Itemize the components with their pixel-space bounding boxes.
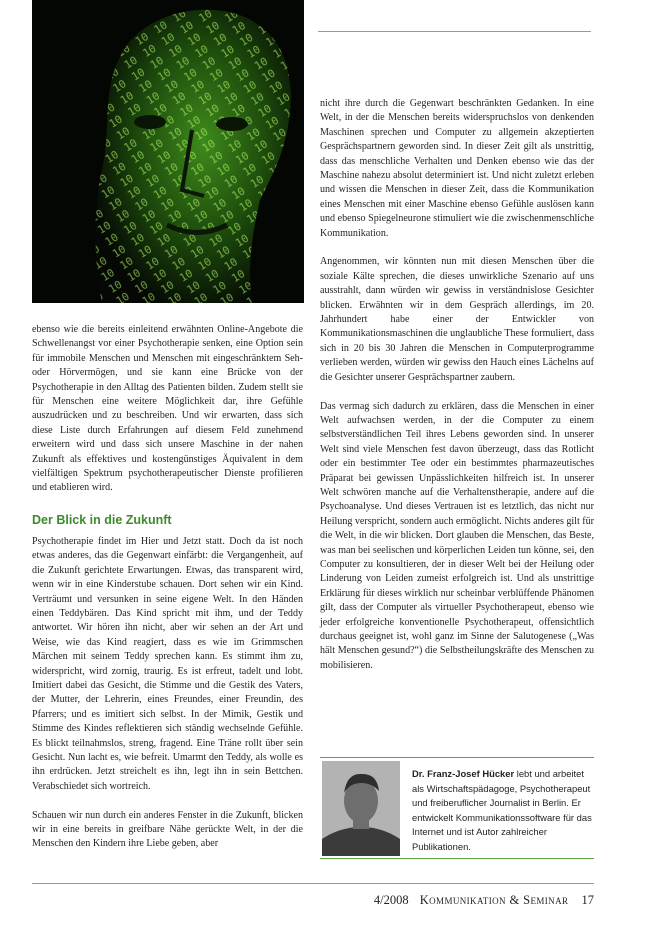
body-paragraph: Das vermag sich dadurch zu erklären, dass die Menschen in einer Welt aufwachsen werden, in der die Computer zu einem selbstverständlichen Teil ihres Lebens geworden sind. In unserer Welt sind viele Menschen fest davon überzeugt, dass das Rotlicht oder ein bestimmter Tee oder ein bestimmtes pharmazeutisches Präparat bei gewissen Unpässlichkeiten hilfreich ist. In unserer Welt schwören manche auf die Verhaltenstherapie, andere auf die Psychoanalyse. Und dieses Vertrauen ist es letztlich, das nicht nur Heilung verspricht, sondern auch ermöglicht. Nichts anderes gilt für die Welt, in die wir blicken. Dort glauben die Menschen, das Beste, was man bei seelischen und körperlichen Leiden tun könne, sei, den Computer zu konsultieren, der in dieser Welt bei der Heilung oder Linderung von Leiden zumeist erfolgreich ist. Und als unstrittige Erklärung für dieses wirklich nur scheinbar verblüffende Phänomen gilt, dass der Computer als virtueller Psychotherapeut, ebenso wie jeder erfolgreiche konventionelle Psychotherapeut, offensichtlich durchaus geeignet ist, wohl ganz im Sinne der Salutogenese („Was hält Menschen gesund?“) die Selbstheilungskräfte des Menschen zu mobilisieren. [320,400,594,671]
page-number: 17 [581,893,594,907]
author-bio [412,767,592,855]
page-footer [374,892,594,908]
hero-image [32,0,304,303]
author-box-bottom-rule [320,858,594,859]
footer-divider [32,883,594,884]
issue-number: 4/2008 [373,893,409,907]
body-paragraph: Angenommen, wir könnten nun mit diesen Menschen über die soziale Kälte sprechen, die dieses unwirkliche Szenario auf uns ausstrahlt, dann würden wir gewiss in verständnislose Gesichter blicken. Erwähnten wir in dem Gespräch allerdings, im 20. Jahrhundert habe einer der Entwickler von Kommunikationsmaschinen die unglaubliche These formuliert, dass sich in 20 bis 30 Jahren die Menschen in Computerprogramme verlieben werden, würden wir gewiss den Hauch eines Lächelns auf die Gesichter unserer Gesprächspartner zaubern. [320,256,594,383]
top-divider [318,31,591,32]
binary-face-illustration [32,0,304,303]
author-portrait [322,761,400,856]
section-heading: Der Blick in die Zukunft [32,512,172,527]
body-paragraph: Schauen wir nun durch ein anderes Fenster in die Zukunft, blicken wir in eine bereits in greifbare Nähe gerückte Welt, in der die Menschen den Kindern ihre Liebe geben, aber [32,809,303,850]
author-bio-text: lebt und arbeitet als Wirtschaftspädagoge, Psychotherapeut und freiberuflicher Journalist in Berlin. Er entwickelt Kommunikationssoftware für das Internet und ist Autor zahlreicher Publikationen. [412,768,592,852]
left-column [32,323,303,852]
intro-paragraph: ebenso wie die bereits einleitend erwähnten Online-Angebote die Schwellenangst vor einer Psychotherapie senken, eine Option sein für immobile Menschen und Menschen mit eingeschränktem Seh- oder Hörvermögen, und sie kann eine Brücke von der Psychotherapie in den Alltag des Patienten bilden. Zudem stellt sie für Menschen eine weitere Möglichkeit dar, ihre Gefühle auszudrücken und zu beschreiben. Und wir erwarten, dass sich diese Liste durch Erfahrungen auf diesem Feld zunehmend erweitern wird und dass sich unsere Maschine in der nahen Zukunft als effektives und kostengünstiges Äquivalent in dem vielfältigen Spektrum psychotherapeutischer Dienste profilieren und etablieren wird. [32,324,303,494]
body-paragraph: nicht ihre durch die Gegenwart beschränkten Gedanken. In eine Welt, in der die Menschen bereits widerspruchslos von denkenden Maschinen sprechen und Computer zu allgemein akzeptierten Gesprächspartnern geworden sind. In dieser Zeit gilt als unstrittig, dass das menschliche Verhalten und Denken ebenso wie das der Maschine nahezu absolut determiniert ist. Und nicht zuletzt erleben und wissen die Menschen in dieser Zeit, dass die Kommunikation eines Menschen mit einer Maschine ebenso Gefühle auslösen kann und ebenso Spiegelneurone stimuliert wie die zwischenmenschliche Kommunikation. [320,98,594,239]
author-name: Dr. Franz-Josef Hücker [412,768,515,779]
magazine-title: Kommunikation & Seminar [419,893,569,907]
author-box [320,757,594,860]
body-paragraph: Psychotherapie findet im Hier und Jetzt statt. Doch da ist noch etwas anderes, das die Gegenwart einfärbt: die Vergangenheit, auf die Zukunft gerichtete Erwartungen. Etwas, das transparent wird, wenn wir in eine Kinderstube schauen. Dort sehen wir ein Kind. Verträumt und versunken in seine eigene Welt. In den Händen einen Teddybären. Das Kind spricht mit ihm, und der Teddy antwortet. Wir hören ihn nicht, aber wir sehen an der Art und Weise, wie das Kind reagiert, dass es wie im Grimmschen Märchen mit seinem Teddy sprechen kann. Es stimmt ihm zu, widerspricht, wird zornig, traurig. Es ist erfreut, tadelt und lobt. Imitiert dabei das Gesicht, die Stimme und die Gestik des Vaters, der Mutter, der Lehrerin, eines Freundes, einer Freundin, des Pfarrers; und es imitiert sich selbst. In der Mimik, Gestik und Stimme des Kindes reflektieren sich ständig wechselnde Gefühle. Es blickt teilnahmslos, streng, fragend. Eine Träne rollt über sein Gesicht. Nun lacht es, wie befreit. Umarmt den Teddy, als wolle es ihn erdrücken. Jetzt streichelt es ihn, legt ihn in sein Bettchen. Verabschiedet sich wortreich. [32,535,303,792]
author-photo-icon [322,761,400,856]
author-box-top-rule [320,757,594,758]
right-column [320,97,594,673]
